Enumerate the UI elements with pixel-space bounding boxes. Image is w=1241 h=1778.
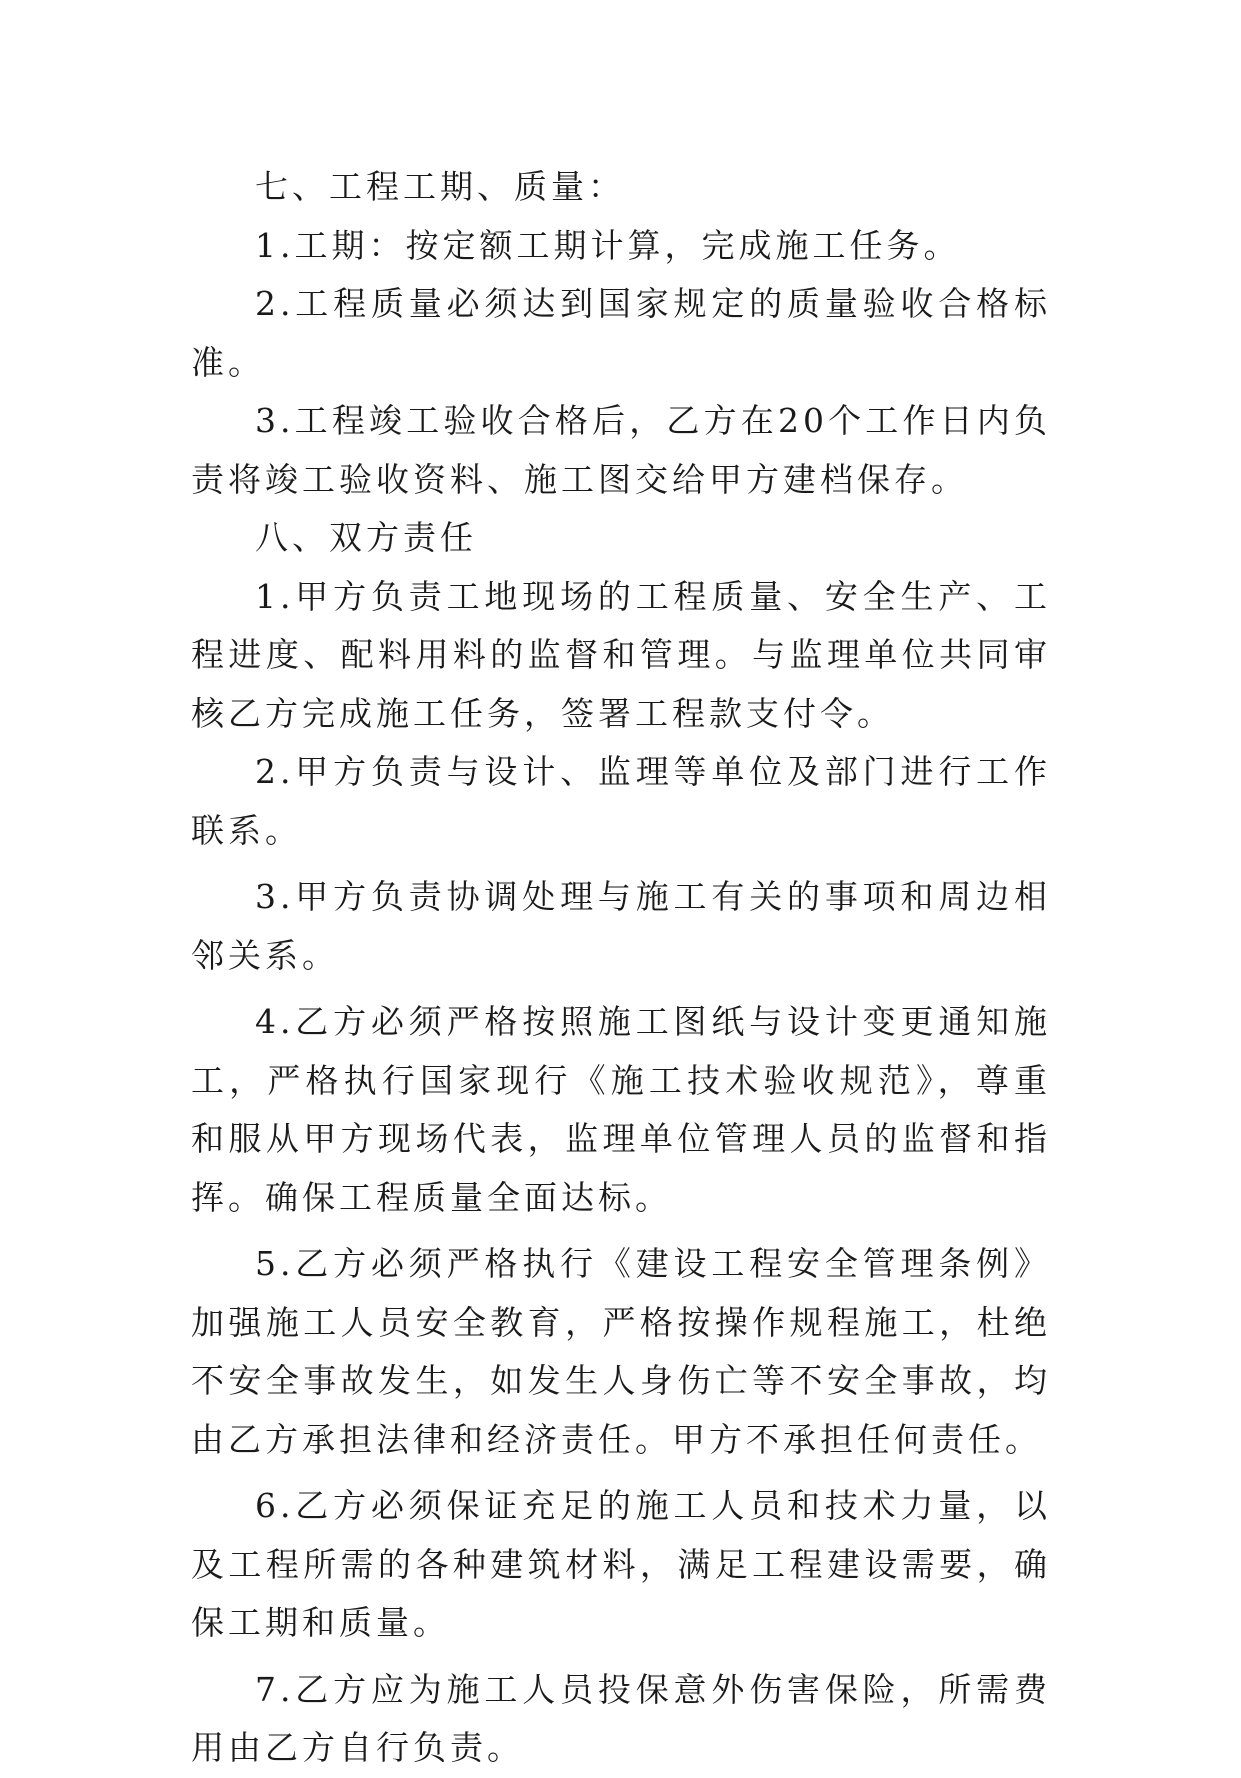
clause-party-b-resources: 6.乙方必须保证充足的施工人员和技术力量，以及工程所需的各种建筑材料，满足工程建设需要，确保工期和质量。	[191, 1486, 1051, 1642]
section-heading-schedule-quality: 七、工程工期、质量：	[255, 167, 625, 206]
clause-party-b-insurance: 7.乙方应为施工人员投保意外伤害保险，所需费用由乙方自行负责。	[191, 1669, 1051, 1767]
clause-party-a-liaison: 2.甲方负责与设计、监理等单位及部门进行工作联系。	[191, 752, 1051, 850]
clause-party-b-construction: 4.乙方必须严格按照施工图纸与设计变更通知施工，严格执行国家现行《施工技术验收规范》，尊重和服从甲方现场代表，监理单位管理人员的监督和指挥。确保工程质量全面达标。	[191, 1002, 1051, 1217]
clause-schedule: 1.工期：按定额工期计算，完成施工任务。	[255, 225, 961, 265]
clause-completion-archive: 3.工程竣工验收合格后，乙方在20个工作日内负责将竣工验收资料、施工图交给甲方建档保存。	[191, 401, 1051, 499]
clause-party-a-supervision: 1.甲方负责工地现场的工程质量、安全生产、工程进度、配料用料的监督和管理。与监理单位共同审核乙方完成施工任务，签署工程款支付令。	[191, 576, 1051, 733]
clause-party-b-safety: 5.乙方必须严格执行《建设工程安全管理条例》加强施工人员安全教育，严格按操作规程施工，杜绝不安全事故发生，如发生人身伤亡等不安全事故，均由乙方承担法律和经济责任。甲方不承担任何责任。	[191, 1244, 1051, 1459]
clause-quality-standard: 2.工程质量必须达到国家规定的质量验收合格标准。	[191, 284, 1051, 382]
contract-body	[191, 158, 1051, 1778]
section-heading-responsibilities: 八、双方责任	[255, 518, 477, 557]
clause-party-a-coordination: 3.甲方负责协调处理与施工有关的事项和周边相邻关系。	[191, 877, 1051, 975]
